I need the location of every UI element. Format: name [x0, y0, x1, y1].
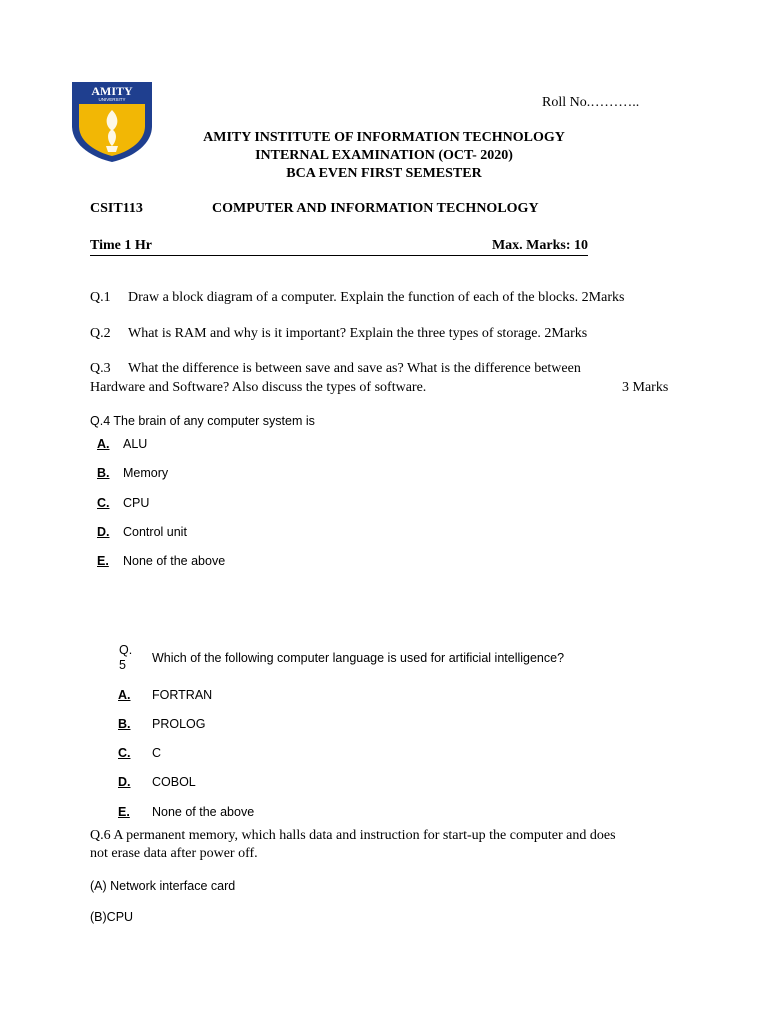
q6-option-b: (B)CPU — [90, 910, 134, 924]
q4-option-c — [97, 496, 150, 510]
q4-option-letter: A. — [97, 437, 110, 451]
course-title: COMPUTER AND INFORMATION TECHNOLOGY — [212, 201, 539, 216]
q4-option-letter: D. — [97, 525, 110, 539]
max-marks: Max. Marks: 10 — [491, 238, 588, 253]
question-1-number: Q.1 — [90, 290, 111, 305]
q6-option-a: (A) Network interface card — [90, 879, 236, 893]
question-5-number: Q. 5 — [119, 643, 133, 672]
logo-text-bottom: UNIVERSITY — [98, 97, 126, 102]
question-3-marks: 3 Marks — [622, 380, 669, 395]
question-2-number: Q.2 — [90, 326, 111, 341]
q4-option-letter: C. — [97, 496, 110, 510]
question-3-text-line1: What the difference is between save and save as? What is the difference between — [128, 361, 581, 376]
q5-option-letter: E. — [118, 805, 130, 819]
q4-option-e — [97, 554, 226, 568]
q5-option-text: COBOL — [152, 775, 196, 789]
question-2-text: What is RAM and why is it important? Explain the three types of storage. 2Marks — [128, 326, 588, 341]
exam-title: INTERNAL EXAMINATION (OCT- 2020) — [255, 148, 513, 163]
time-marks-line — [90, 238, 588, 256]
course-code: CSIT113 — [90, 201, 143, 216]
q4-option-text: Control unit — [123, 525, 187, 539]
question-5-text: Which of the following computer language is used for artificial intelligence? — [152, 651, 565, 665]
q5-option-b — [118, 717, 206, 731]
q4-option-letter: E. — [97, 554, 109, 568]
roll-number: Roll No.……….. — [542, 95, 640, 110]
q5-option-letter: A. — [118, 688, 131, 702]
question-6-text-line2: not erase data after power off. — [90, 846, 258, 861]
q5-option-e — [118, 805, 255, 819]
question-1-text: Draw a block diagram of a computer. Explain the function of each of the blocks. 2Marks — [128, 290, 625, 305]
q4-option-letter: B. — [97, 466, 110, 480]
q4-option-text: None of the above — [123, 554, 226, 568]
q4-option-text: CPU — [123, 496, 150, 510]
logo-text-top: AMITY — [91, 84, 133, 98]
q5-option-text: None of the above — [152, 805, 255, 819]
q5-option-text: PROLOG — [152, 717, 206, 731]
question-6-text-line1: Q.6 A permanent memory, which halls data and instruction for start-up the computer and does — [90, 828, 616, 843]
q5-option-d — [118, 775, 196, 789]
q4-option-text: ALU — [123, 437, 148, 451]
q5-option-text: C — [152, 746, 162, 760]
q5-option-letter: C. — [118, 746, 131, 760]
q5-option-text: FORTRAN — [152, 688, 213, 702]
q5-option-letter: D. — [118, 775, 131, 789]
q5-option-letter: B. — [118, 717, 131, 731]
q4-option-a — [97, 437, 148, 451]
semester-title: BCA EVEN FIRST SEMESTER — [286, 166, 482, 181]
q4-option-b — [97, 466, 169, 480]
institute-title: AMITY INSTITUTE OF INFORMATION TECHNOLOGY — [203, 130, 565, 145]
q5-option-a — [118, 688, 213, 702]
question-3-number: Q.3 — [90, 361, 111, 376]
q5-option-c — [118, 746, 162, 760]
question-4-text: Q.4 The brain of any computer system is — [90, 414, 315, 428]
q4-option-text: Memory — [123, 466, 169, 480]
exam-time: Time 1 Hr — [90, 238, 152, 253]
question-3-text-line2: Hardware and Software? Also discuss the types of software. — [90, 380, 427, 395]
q4-option-d — [97, 525, 187, 539]
